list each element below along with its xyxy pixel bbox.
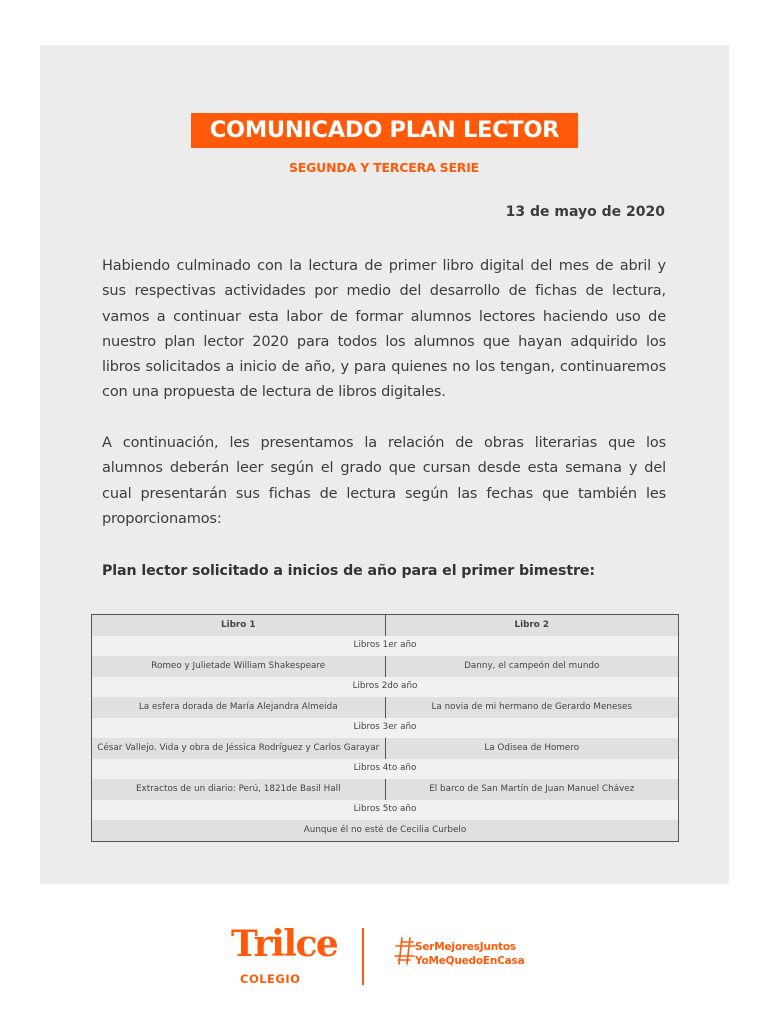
table-header-row	[92, 615, 679, 636]
year-row	[92, 677, 679, 698]
hashtag-yo-me-quedo-en-casa: YoMeQuedoEnCasa	[415, 955, 525, 967]
hashtag-ser-mejores-juntos: SerMejoresJuntos	[415, 941, 516, 953]
hash-icon	[393, 935, 417, 967]
table-row	[92, 779, 679, 800]
year-label: Libros 2do año	[92, 677, 679, 698]
page-title: COMUNICADO PLAN LECTOR	[191, 113, 578, 148]
year-row	[92, 636, 679, 657]
footer-divider	[362, 928, 364, 985]
book-cell: Danny, el campeón del mundo	[385, 656, 679, 677]
page-subtitle: SEGUNDA Y TERCERA SERIE	[288, 160, 480, 175]
table-row	[92, 820, 679, 841]
book-cell: César Vallejo. Vida y obra de Jéssica Rodríguez y Carlos Garayar	[92, 738, 386, 759]
section-heading: Plan lector solicitado a inicios de año para el primer bimestre:	[102, 563, 596, 579]
year-label: Libros 1er año	[92, 636, 679, 657]
year-row	[92, 759, 679, 780]
document-date: 13 de mayo de 2020	[505, 204, 665, 220]
book-cell: El barco de San Martín de Juan Manuel Chávez	[385, 779, 679, 800]
year-label: Libros 5to año	[92, 800, 679, 821]
year-row	[92, 718, 679, 739]
book-cell: Extractos de un diario: Perú, 1821de Basil Hall	[92, 779, 386, 800]
trilce-logo: Trilce	[231, 923, 338, 965]
table-row	[92, 738, 679, 759]
column-header: Libro 1	[92, 615, 386, 636]
reading-plan-table	[91, 614, 679, 842]
logo-subtitle: COLEGIO	[240, 972, 301, 986]
year-row	[92, 800, 679, 821]
book-cell: La Odisea de Homero	[385, 738, 679, 759]
table-row	[92, 697, 679, 718]
year-label: Libros 3er año	[92, 718, 679, 739]
second-paragraph: A continuación, les presentamos la relación de obras literarias que los alumnos deberán leer según el grado que cursan desde esta semana y del cual presentarán sus fichas de lectura según las fechas que también les proporcionamos:	[102, 435, 666, 527]
footer	[0, 900, 768, 1024]
book-cell: Aunque él no esté de Cecilia Curbelo	[92, 820, 679, 841]
book-cell: Romeo y Julietade William Shakespeare	[92, 656, 386, 677]
table-row	[92, 656, 679, 677]
column-header: Libro 2	[385, 615, 679, 636]
intro-paragraph: Habiendo culminado con la lectura de primer libro digital del mes de abril y sus respectivas actividades por medio del desarrollo de fichas de lectura, vamos a continuar esta labor de formar alumnos lectores haciendo uso de nuestro plan lector 2020 para todos los alumnos que hayan adquirido los libros solicitados a inicio de año, y para quienes no los tengan, continuaremos con una propuesta de lectura de libros digitales.	[102, 258, 666, 401]
book-cell: La novia de mi hermano de Gerardo Meneses	[385, 697, 679, 718]
book-cell: La esfera dorada de María Alejandra Almeida	[92, 697, 386, 718]
year-label: Libros 4to año	[92, 759, 679, 780]
